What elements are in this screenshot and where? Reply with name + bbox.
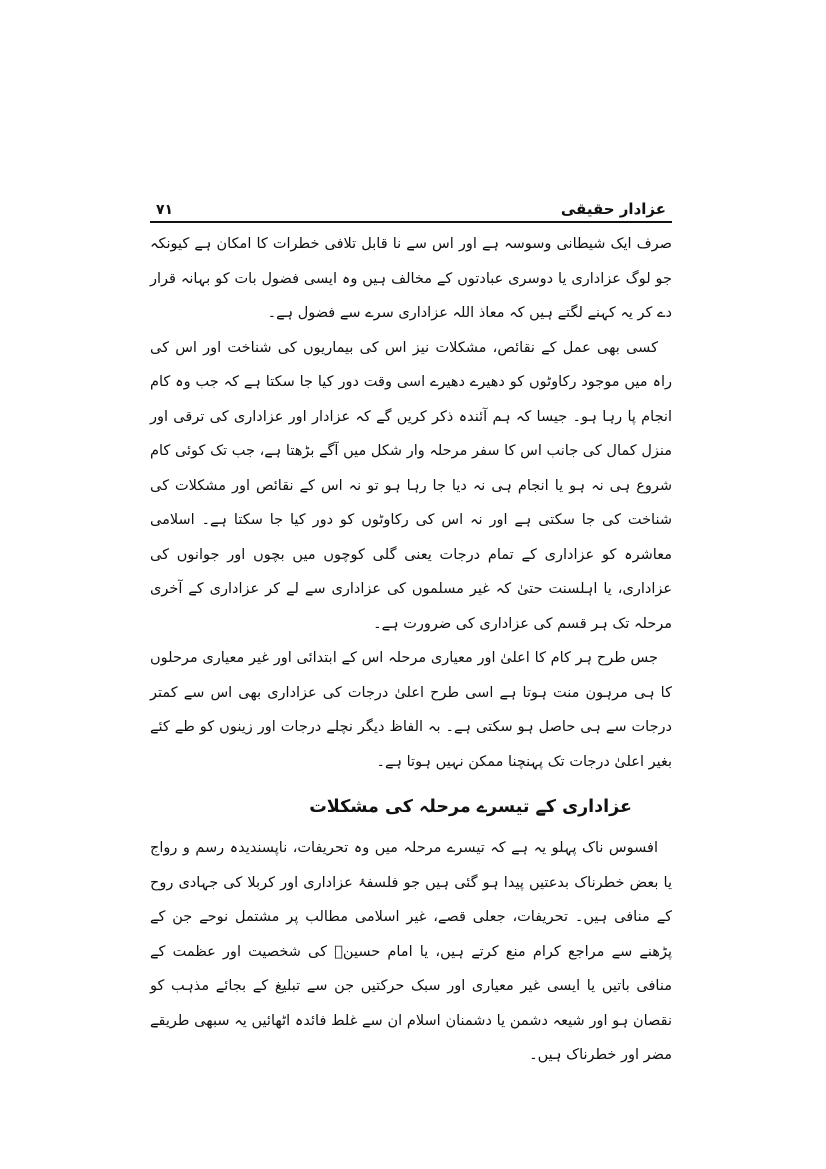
running-header xyxy=(150,196,672,223)
paragraph-2: کسی بھی عمل کے نقائص، مشکلات نیز اس کی بیماریوں کی شناخت اور اس کی راہ میں موجود رکاوٹوں کو دھیرے دھیرے اسی وقت دور کیا جا سکتا ہے کہ جب وہ کام انجام پا رہا ہو۔ جیسا کہ ہم آئندہ ذکر کریں گے کہ عزادار اور عزاداری کی ترقی اور منزل کمال کی جانب اس کا سفر مرحلہ وار شکل میں آگے بڑھتا ہے، جب تک کوئی کام شروع ہی نہ ہو یا انجام ہی نہ دیا جا رہا ہو تو نہ اس کے نقائص اور مشکلات کی شناخت کی جا سکتی ہے اور نہ اس کی رکاوٹوں کو دور کیا جا سکتا ہے۔ اسلامی معاشرہ کو عزاداری کے تمام درجات یعنی گلی کوچوں میں بچوں اور جوانوں کی عزاداری، یا اہلسنت حتیٰ کہ غیر مسلموں کی عزاداری سے لے کر عزاداری کے آخری مرحلہ تک ہر قسم کی عزاداری کی ضرورت ہے۔ xyxy=(150,339,672,632)
book-title: عزادار حقیقی xyxy=(560,200,666,218)
page-number: ۷۱ xyxy=(156,202,174,218)
paragraph-1: صرف ایک شیطانی وسوسہ ہے اور اس سے نا قابل تلافی خطرات کا امکان ہے کیونکہ جو لوگ عزاداری یا دوسری عبادتوں کے مخالف ہیں وہ ایسی فضول بات کو بہانہ قرار دے کر یہ کہنے لگتے ہیں کہ معاذ اللہ عزاداری سرے سے فضول ہے۔ xyxy=(150,236,672,321)
paragraph-4: افسوس ناک پہلو یہ ہے کہ تیسرے مرحلہ میں وہ تحریفات، ناپسندیدہ رسم و رواج یا بعض خطرناک بدعتیں پیدا ہو گئی ہیں جو فلسفۂ عزاداری اور کربلا کی جہادی روح کے منافی ہیں۔ تحریفات، جعلی قصے، غیر اسلامی مطالب پر مشتمل نوحے جن کے پڑھنے سے مراجع کرام منع کرتے ہیں، یا امام حسینؑ کی شخصیت اور عظمت کے منافی باتیں یا ایسی غیر معیاری اور سبک حرکتیں جن سے تبلیغ کے بجائے مذہب کو نقصان ہو اور شیعہ دشمن یا دشمنان اسلام ان سے غلط فائدہ اٹھائیں یہ سبھی طریقے مضر اور خطرناک ہیں۔ xyxy=(150,840,672,1063)
section-heading: عزاداری کے تیسرے مرحلہ کی مشکلات xyxy=(309,797,632,817)
book-page xyxy=(150,196,672,1073)
paragraph-3: جس طرح ہر کام کا اعلیٰ اور معیاری مرحلہ اس کے ابتدائی اور غیر معیاری مرحلوں کا ہی مرہون منت ہوتا ہے اسی طرح اعلیٰ درجات کی عزاداری بھی اس سے کمتر درجات سے ہی حاصل ہو سکتی ہے۔ بہ الفاظ دیگر نچلے درجات اور زینوں کو طے کئے بغیر اعلیٰ درجات تک پہنچنا ممکن نہیں ہوتا ہے۔ xyxy=(150,650,672,770)
